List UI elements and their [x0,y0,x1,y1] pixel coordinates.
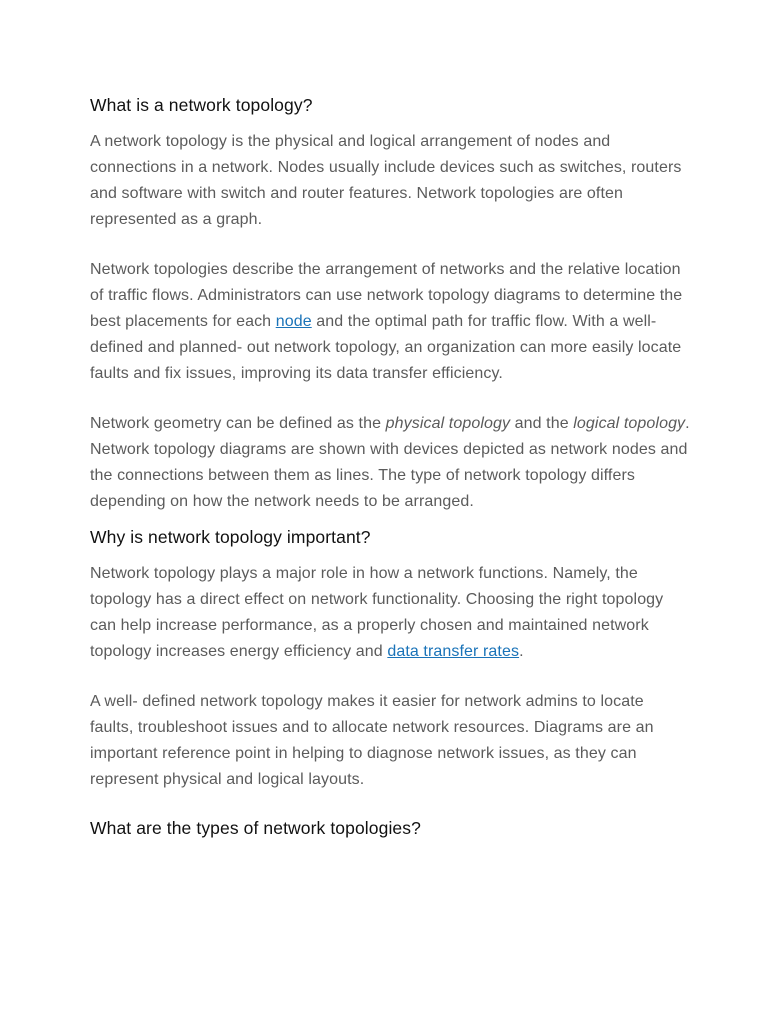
paragraph-arrangement [90,257,690,387]
paragraph-text: Network topologies describe the arrangement of networks and the relative location of traffic flows. Administrators can use network topology diagrams to determine the best placements for each [90,261,683,330]
paragraph-role [90,561,690,665]
document-body [90,94,690,839]
data-transfer-rates-link[interactable]: data transfer rates [387,643,520,660]
section-heading-what-is: What is a network topology? [90,95,313,115]
section-heading-types: What are the types of network topologies? [90,818,421,838]
section-heading-why-important: Why is network topology important? [90,527,371,547]
paragraph-text: and the optimal path for traffic flow. With a well- defined and planned- out network topology, an organization can more easily locate faults and fix issues, improving its data transfer efficiency. [90,313,682,382]
paragraph-geometry [90,411,690,515]
node-link[interactable]: node [275,313,312,330]
paragraph-text: . [519,643,524,660]
paragraph-text: . Network topology diagrams are shown with devices depicted as network nodes and the connections between them as lines. The type of network topology differs depending on how the network needs to be arranged. [90,415,690,510]
paragraph-text: Network topology plays a major role in how a network functions. Namely, the topology has a direct effect on network functionality. Choosing the right topology can help increase performance, as a properly chosen and maintained network topology increases energy efficiency and [90,565,664,660]
physical-topology-term: physical topology [385,415,511,432]
logical-topology-term: logical topology [573,415,686,432]
paragraph-definition: A network topology is the physical and logical arrangement of nodes and connections in a network. Nodes usually include devices such as switches, routers and software with switch and router features. Network topologies are often represented as a graph. [90,133,682,228]
paragraph-text: Network geometry can be defined as the [90,415,386,432]
paragraph-text: and the [510,415,574,432]
paragraph-well-defined: A well- defined network topology makes it easier for network admins to locate faults, troubleshoot issues and to allocate network resources. Diagrams are an important reference point in helping to diagnose network issues, as they can represent physical and logical layouts. [90,693,654,788]
